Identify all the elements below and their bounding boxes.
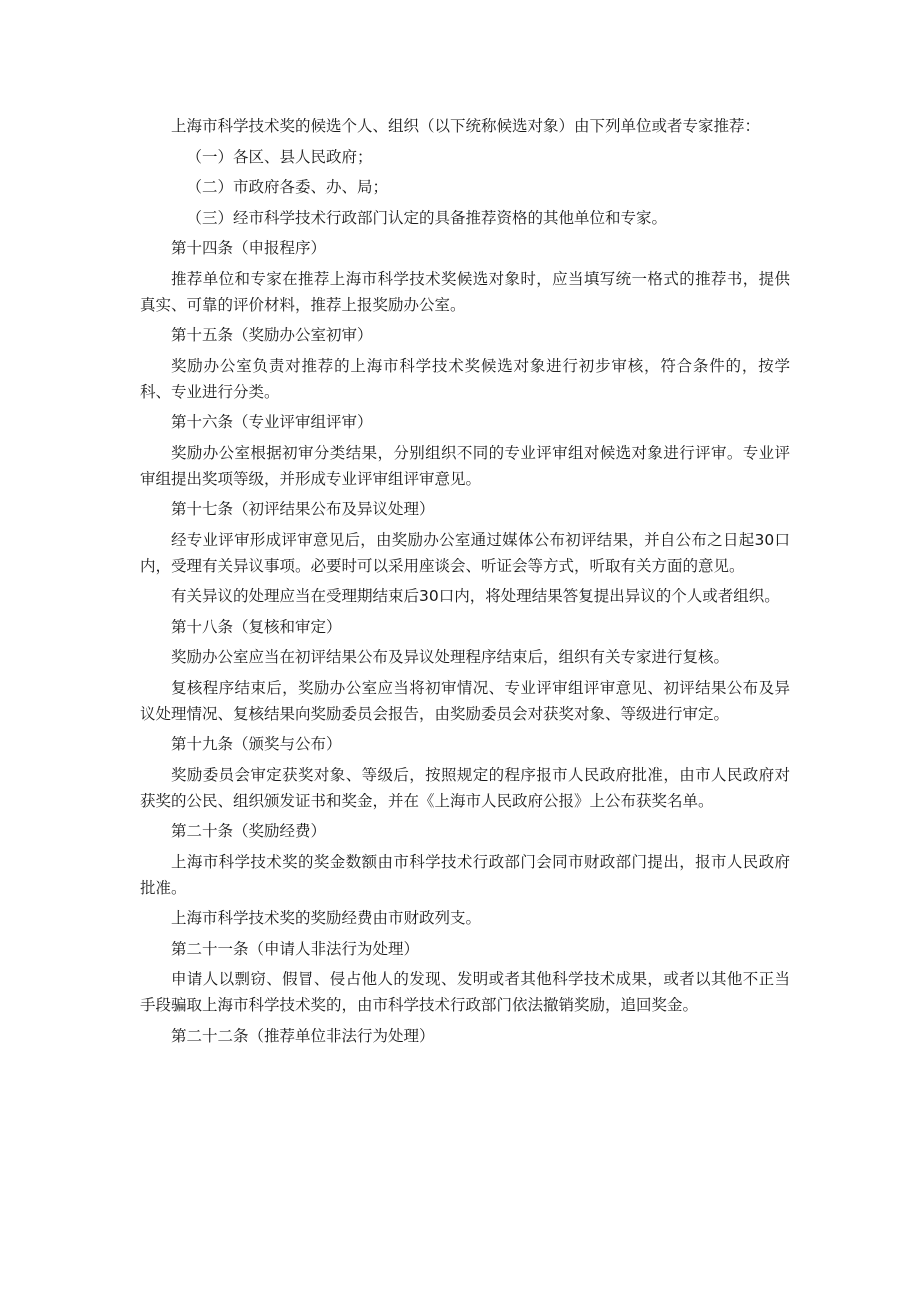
paragraph: 有关异议的处理应当在受理期结束后30口内，将处理结果答复提出异议的个人或者组织。 <box>171 587 780 605</box>
article-heading: 第十七条（初评结果公布及异议处理） <box>171 500 435 518</box>
article-heading: 第二十二条（推荐单位非法行为处理） <box>171 1026 435 1045</box>
paragraph: 奖励办公室负责对推荐的上海市科学技术奖候选对象进行初步审核，符合条件的，按学科、专业进行分类。 <box>140 356 790 401</box>
paragraph: 经专业评审形成评审意见后，由奖励办公室通过媒体公布初评结果，并自公布之日起30口内，受理有关异议事项。必要时可以采用座谈会、听证会等方式，听取有关方面的意见。 <box>140 530 790 575</box>
article-heading: 第二十一条（申请人非法行为处理） <box>171 939 420 958</box>
paragraph: 奖励办公室根据初审分类结果，分别组织不同的专业评审组对候选对象进行评审。专业评审组提出奖项等级，并形成专业评审组评审意见。 <box>140 443 790 488</box>
article-heading: 第二十条（奖励经费） <box>171 822 327 840</box>
article-heading: 第十五条（奖励办公室初审） <box>171 326 373 344</box>
paragraph: 奖励委员会审定获奖对象、等级后，按照规定的程序报市人民政府批准，由市人民政府对获奖的公民、组织颁发证书和奖金，并在《上海市人民政府公报》上公布获奖名单。 <box>140 765 790 810</box>
paragraph: 奖励办公室应当在初评结果公布及异议处理程序结束后，组织有关专家进行复核。 <box>171 648 730 666</box>
paragraph: 推荐单位和专家在推荐上海市科学技术奖候选对象时，应当填写统一格式的推荐书，提供真实、可靠的评价材料，推荐上报奖励办公室。 <box>140 269 790 314</box>
article-heading: 第十九条（颁奖与公布） <box>171 735 342 753</box>
article-heading: 第十八条（复核和审定） <box>171 617 342 636</box>
list-item: （一）各区、县人民政府； <box>186 147 373 166</box>
paragraph: 申请人以剽窃、假冒、侵占他人的发现、发明或者其他科学技术成果，或者以其他不正当手段骗取上海市科学技术奖的，由市科学技术行政部门依法撤销奖励，追回奖金。 <box>140 970 790 1014</box>
list-item: （二）市政府各委、办、局； <box>186 178 389 196</box>
paragraph: 上海市科学技术奖的奖金数额由市科学技术行政部门会同市财政部门提出，报市人民政府批准。 <box>140 852 790 897</box>
document-body <box>140 113 790 1053</box>
article-heading: 第十四条（申报程序） <box>171 239 327 257</box>
paragraph: 上海市科学技术奖的奖励经费由市财政列支。 <box>171 909 482 927</box>
paragraph: 复核程序结束后，奖励办公室应当将初审情况、专业评审组评审意见、初评结果公布及异议处理情况、复核结果向奖励委员会报告，由奖励委员会对获奖对象、等级进行审定。 <box>140 678 790 723</box>
paragraph: 上海市科学技术奖的候选个人、组织（以下统称候选对象）由下列单位或者专家推荐： <box>171 117 761 135</box>
list-item: （三）经市科学技术行政部门认定的具备推荐资格的其他单位和专家。 <box>186 208 668 227</box>
article-heading: 第十六条（专业评审组评审） <box>171 413 373 431</box>
